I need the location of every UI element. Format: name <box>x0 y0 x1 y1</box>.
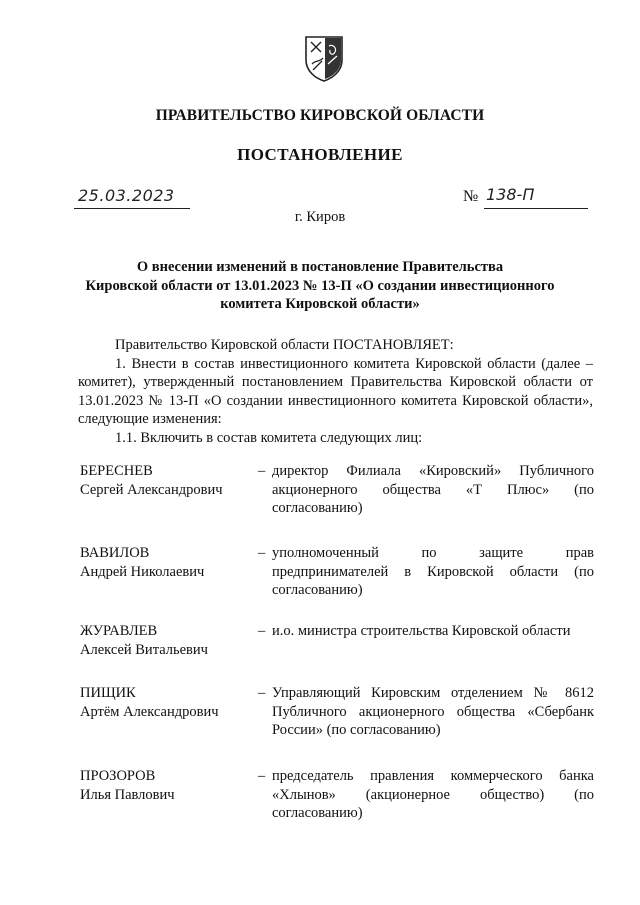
member-role: Управляющий Кировским отделением № 8612 Публичного акционерного общества «Сбербанк России» (по согласованию) <box>272 685 594 738</box>
member-surname: ПРОЗОРОВ <box>80 768 156 784</box>
member-role: и.о. министра строительства Кировской области <box>272 623 571 639</box>
document-number: 138-П <box>486 185 535 204</box>
member-role: председатель правления коммерческого банка «Хлынов» (акционерное общество) (по согласованию) <box>272 768 594 821</box>
member-dash: – <box>258 768 266 784</box>
member-name <box>80 462 255 499</box>
member-name <box>80 544 255 581</box>
member-name <box>80 767 255 804</box>
member-surname: ЖУРАВЛЕВ <box>80 623 158 639</box>
member-surname: ВАВИЛОВ <box>80 545 150 561</box>
member-given-name: Артём Александрович <box>80 703 219 720</box>
member-dash: – <box>258 545 266 561</box>
member-dash: – <box>258 463 266 479</box>
member-dash: – <box>258 685 266 701</box>
document-title <box>60 258 580 314</box>
member-role: директор Филиала «Кировский» Публичного акционерного общества «Т Плюс» (по согласованию) <box>272 463 594 516</box>
member-role: уполномоченный по защите прав предпринимателей в Кировской области (по согласованию) <box>272 545 594 598</box>
organization-name: ПРАВИТЕЛЬСТВО КИРОВСКОЙ ОБЛАСТИ <box>155 107 485 124</box>
member-given-name: Илья Павлович <box>80 786 175 803</box>
member-name <box>80 684 255 721</box>
member-name <box>80 622 255 659</box>
body-item-1: 1. Внести в состав инвестиционного комитета Кировской области (далее – комитет), утвержденный постановлением Правительства Кировской области от 13.01.2023 № 13-П «О создании инвестиционного комитета Кировской области», следующие изменения: <box>78 355 593 427</box>
document-type: ПОСТАНОВЛЕНИЕ <box>237 145 403 164</box>
member-given-name: Алексей Витальевич <box>80 641 208 658</box>
member-given-name: Сергей Александрович <box>80 481 223 498</box>
member-given-name: Андрей Николаевич <box>80 563 205 580</box>
title-line-1: О внесении изменений в постановление Правительства <box>136 259 504 275</box>
member-surname: ПИЩИК <box>80 685 136 701</box>
title-line-2: Кировской области от 13.01.2023 № 13-П «О создании инвестиционного <box>85 277 555 294</box>
body-item-1-1: 1.1. Включить в состав комитета следующих лиц: <box>115 429 423 446</box>
coat-of-arms-icon <box>303 34 345 82</box>
number-sign: № <box>463 188 479 205</box>
document-date: 25.03.2023 <box>78 186 175 205</box>
title-line-3: комитета Кировской области» <box>220 296 420 312</box>
body-intro: Правительство Кировской области ПОСТАНОВЛЯЕТ: <box>115 337 454 353</box>
city-name: г. Киров <box>294 209 346 225</box>
member-surname: БЕРЕСНЕВ <box>80 463 153 479</box>
member-dash: – <box>258 623 266 639</box>
document-body <box>78 336 593 447</box>
